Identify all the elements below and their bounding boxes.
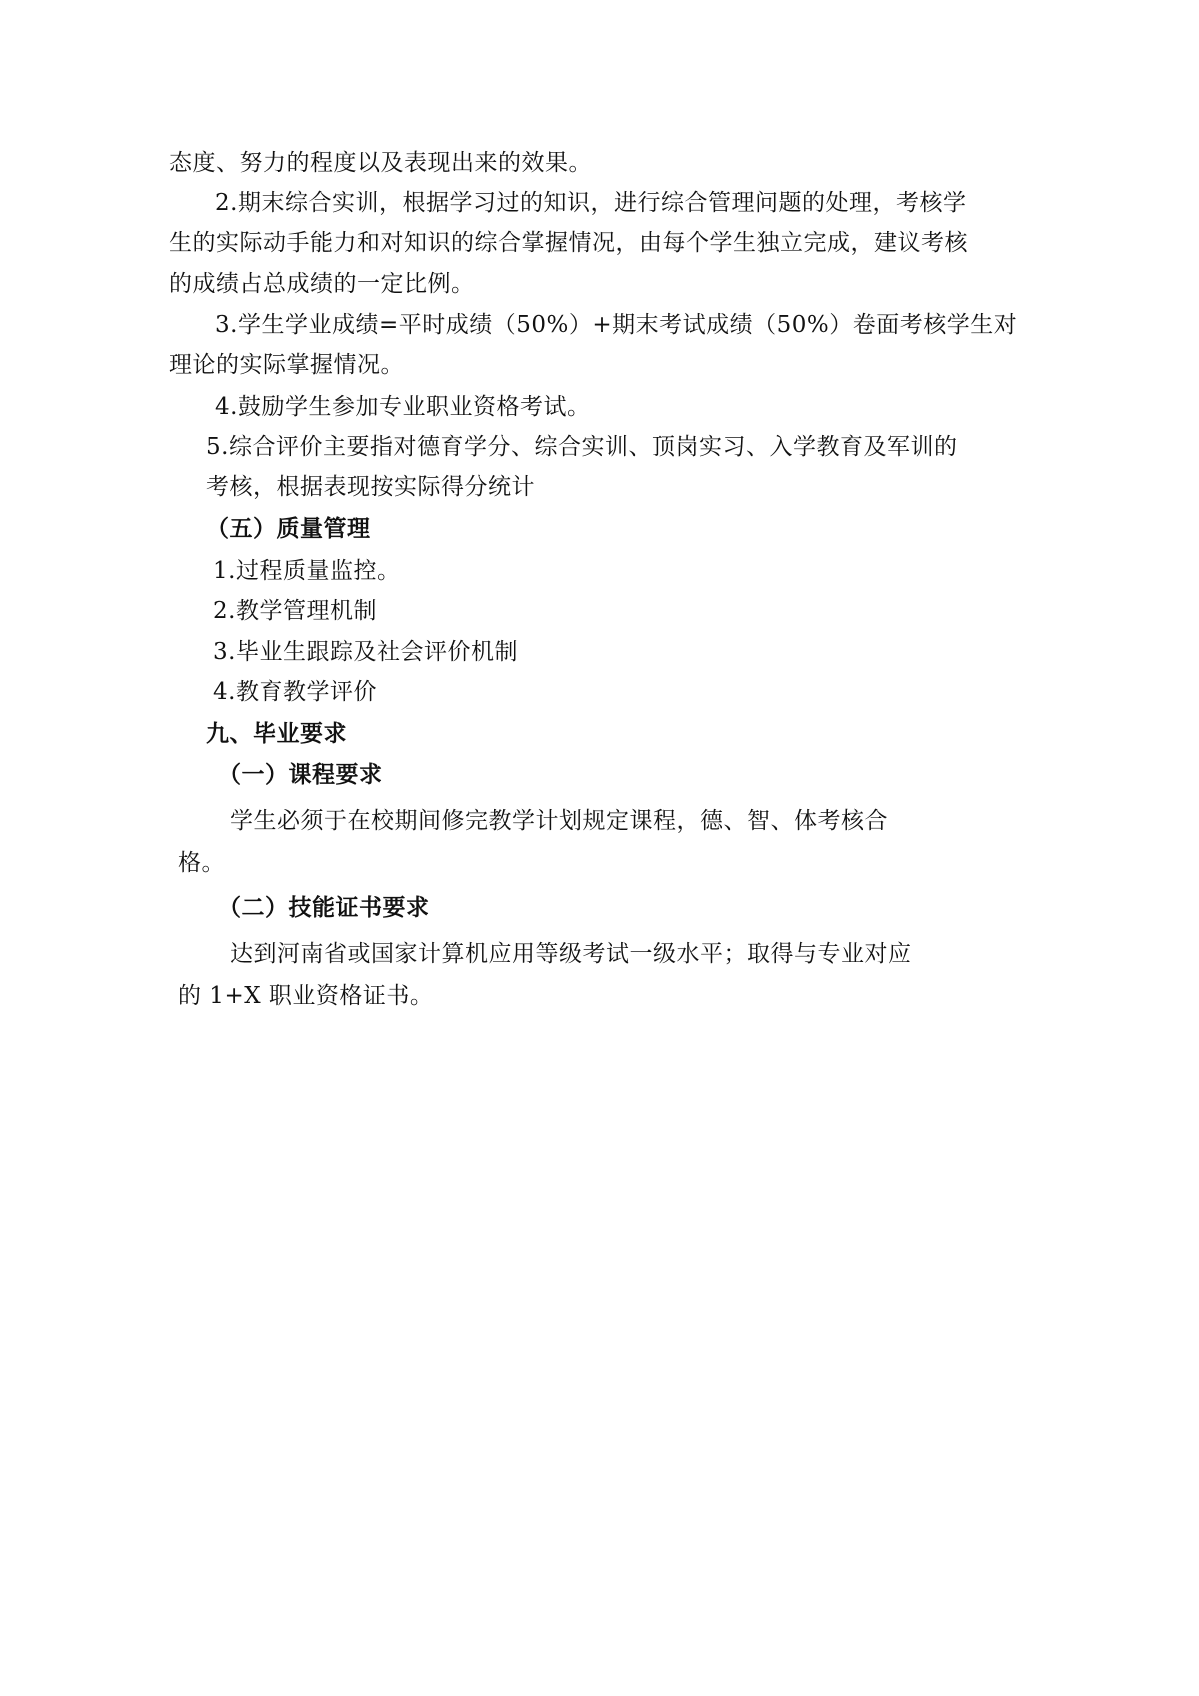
course-requirement-line: 格。 bbox=[178, 850, 225, 876]
course-requirement-heading: （一）课程要求 bbox=[218, 762, 383, 788]
assessment-item-3-line: 3.学生学业成绩=平时成绩（50%）+期末考试成绩（50%）卷面考核学生对 bbox=[215, 312, 1018, 338]
quality-heading: （五）质量管理 bbox=[206, 516, 371, 542]
quality-item: 2.教学管理机制 bbox=[213, 598, 377, 624]
assessment-paragraph-line: 态度、努力的程度以及表现出来的效果。 bbox=[169, 150, 592, 176]
quality-item: 4.教育教学评价 bbox=[213, 679, 377, 705]
certificate-requirement-line: 的 1+X 职业资格证书。 bbox=[178, 983, 434, 1009]
graduation-heading: 九、毕业要求 bbox=[206, 721, 347, 747]
assessment-item-5-line: 考核，根据表现按实际得分统计 bbox=[206, 474, 535, 500]
assessment-item-2-line: 生的实际动手能力和对知识的综合掌握情况，由每个学生独立完成，建议考核 bbox=[169, 230, 968, 256]
quality-item: 1.过程质量监控。 bbox=[213, 558, 401, 584]
assessment-item-2-line: 2.期末综合实训，根据学习过的知识，进行综合管理问题的处理，考核学 bbox=[215, 190, 967, 216]
assessment-item-5-line: 5.综合评价主要指对德育学分、综合实训、顶岗实习、入学教育及军训的 bbox=[206, 434, 958, 460]
certificate-requirement-line: 达到河南省或国家计算机应用等级考试一级水平；取得与专业对应 bbox=[230, 941, 912, 967]
certificate-requirement-heading: （二）技能证书要求 bbox=[218, 895, 430, 921]
assessment-item-4: 4.鼓励学生参加专业职业资格考试。 bbox=[215, 394, 591, 420]
assessment-item-3-line: 理论的实际掌握情况。 bbox=[169, 352, 404, 378]
assessment-item-2-line: 的成绩占总成绩的一定比例。 bbox=[169, 271, 475, 297]
course-requirement-line: 学生必须于在校期间修完教学计划规定课程，德、智、体考核合 bbox=[230, 808, 888, 834]
quality-item: 3.毕业生跟踪及社会评价机制 bbox=[213, 639, 518, 665]
